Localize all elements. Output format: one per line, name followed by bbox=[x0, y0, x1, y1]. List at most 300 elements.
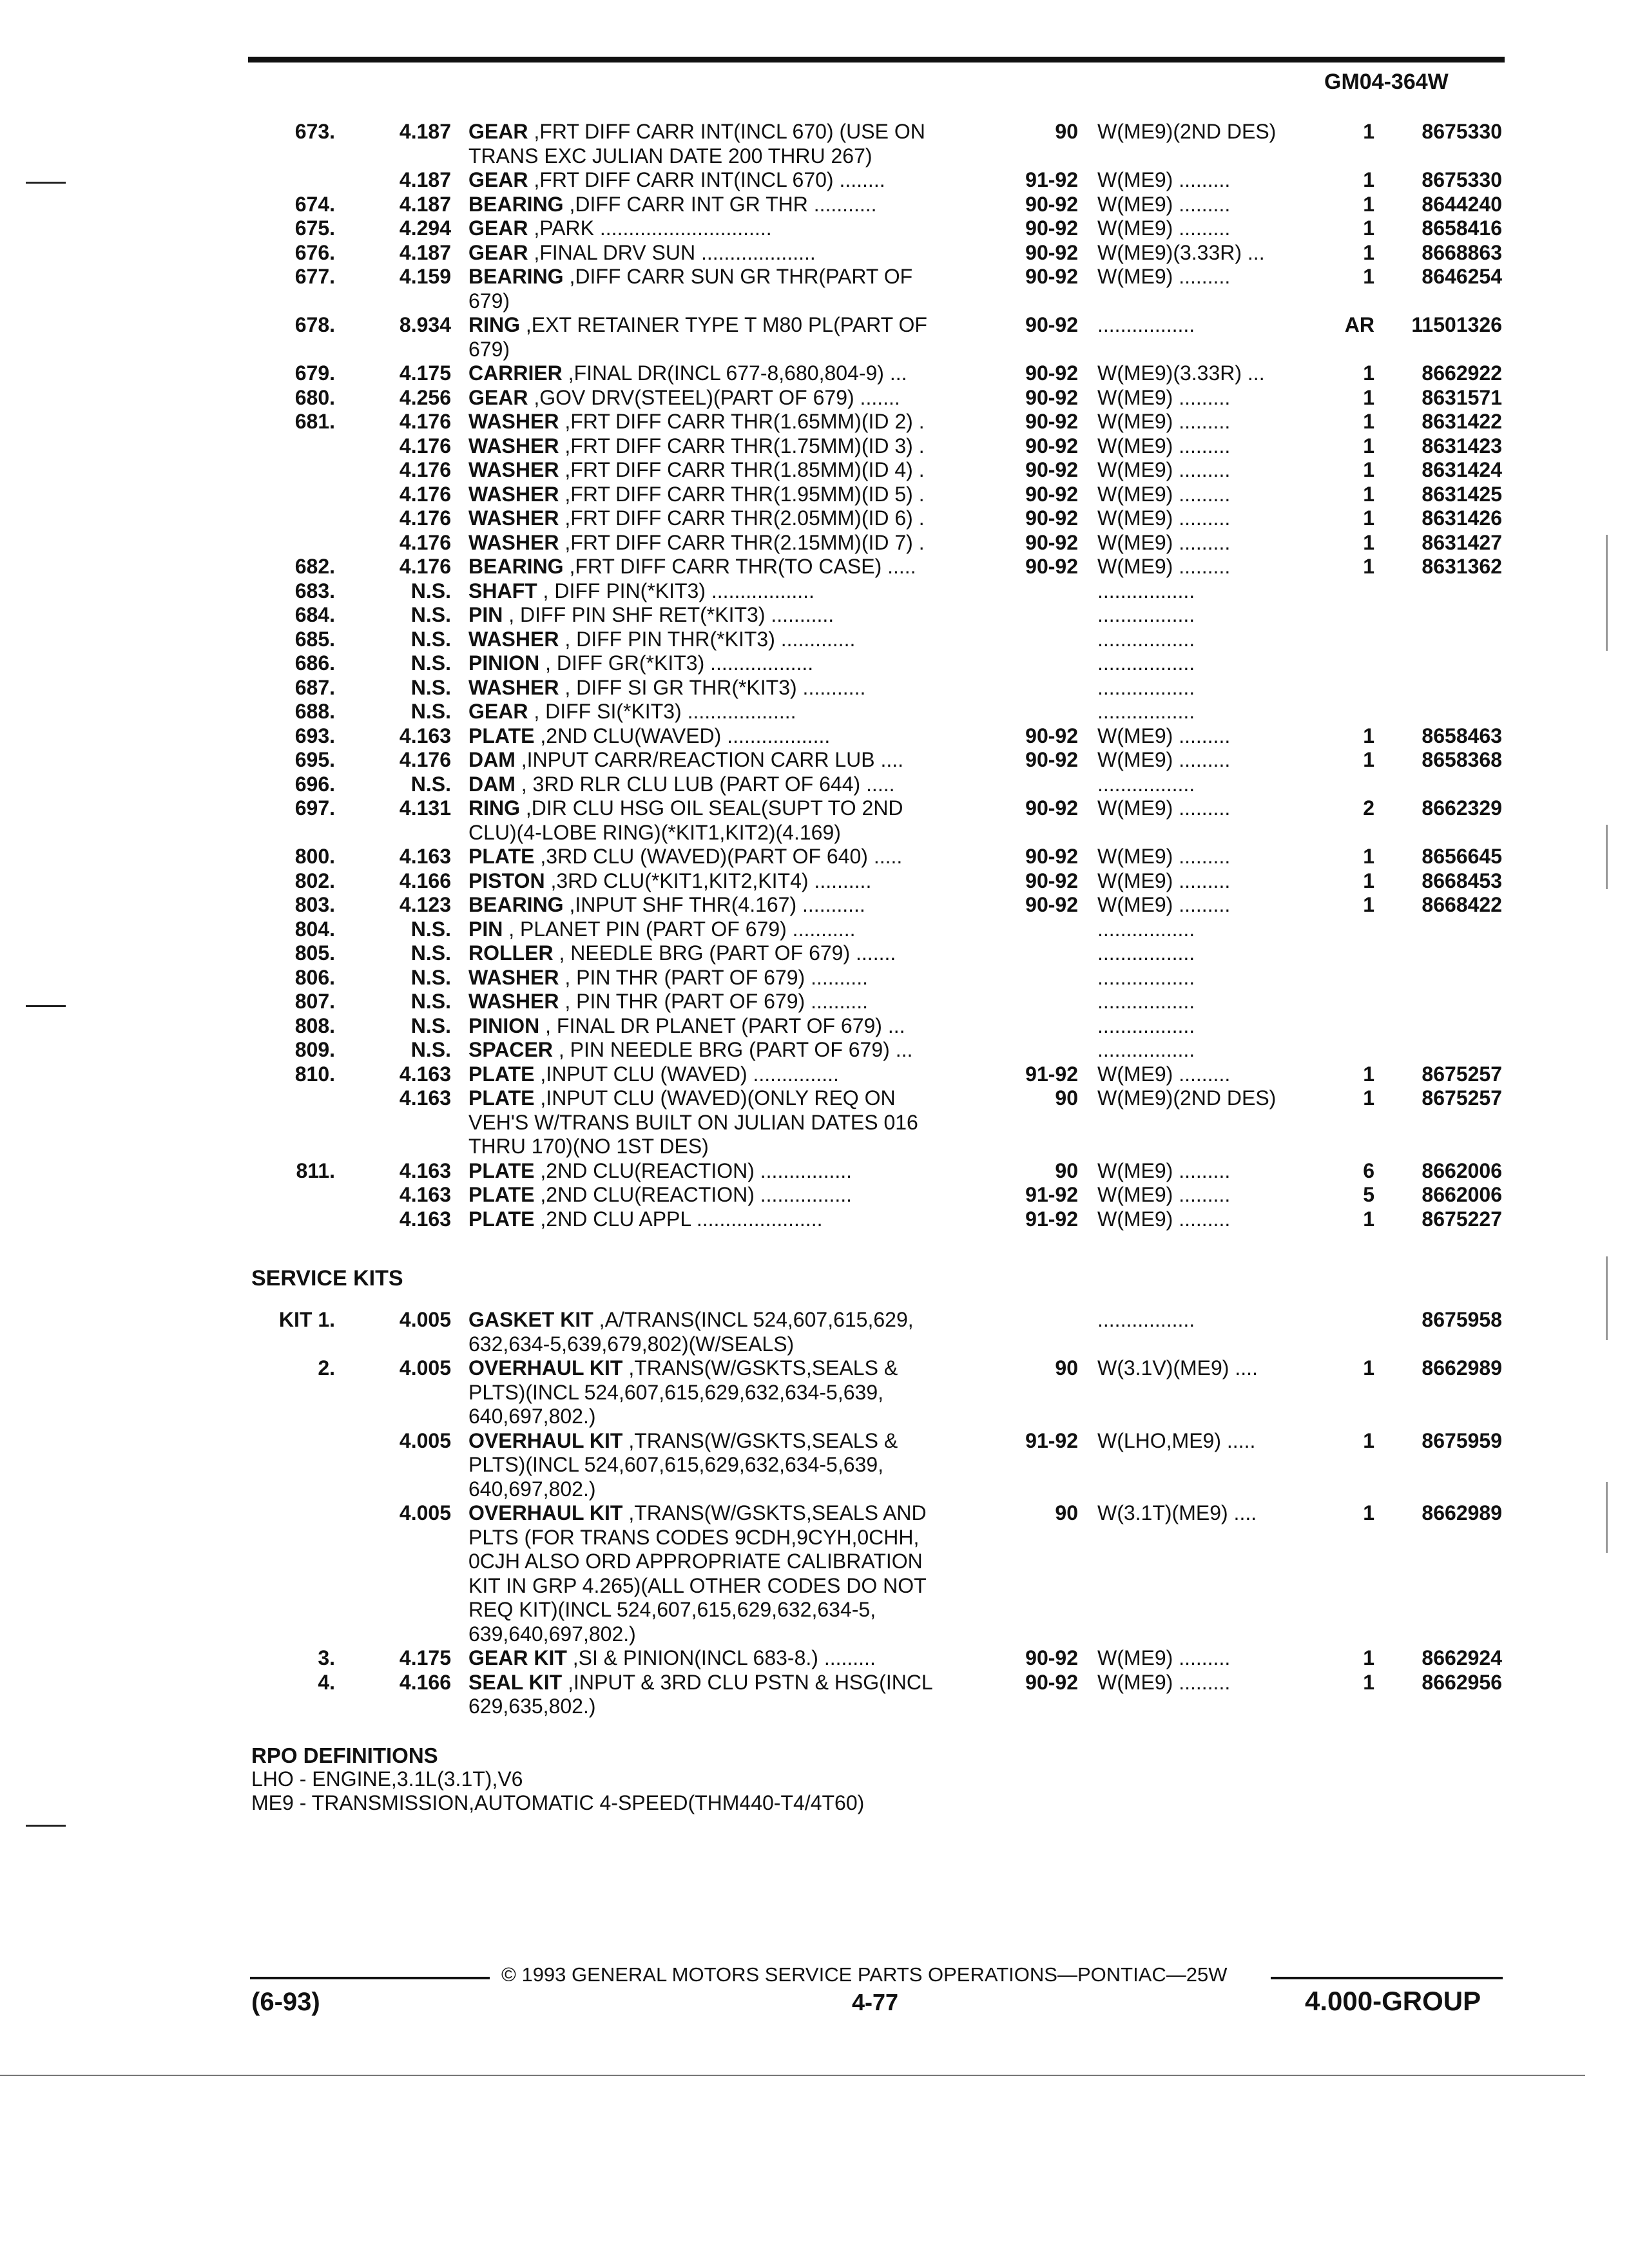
part-detail: ,FRT DIFF CARR THR(TO CASE) ..... bbox=[563, 555, 916, 578]
model-years: 90-92 bbox=[1025, 724, 1078, 747]
part-name: SHAFT bbox=[468, 579, 537, 602]
part-number: 8675227 bbox=[1422, 1207, 1502, 1231]
quantity: 1 bbox=[1363, 458, 1374, 481]
group-number: N.S. bbox=[410, 772, 451, 796]
ref-number: 805. bbox=[294, 941, 335, 965]
rpo-definition-me9: ME9 - TRANSMISSION,AUTOMATIC 4-SPEED(THM440-T4/4T60) bbox=[251, 1791, 865, 1814]
part-number: 8662924 bbox=[1422, 1646, 1502, 1669]
part-number: 8668863 bbox=[1422, 240, 1502, 264]
usage-code: ................. bbox=[1097, 965, 1195, 989]
part-name: GASKET KIT bbox=[468, 1308, 593, 1331]
usage-code: W(ME9) ......... bbox=[1097, 482, 1231, 506]
part-description bbox=[468, 1501, 1003, 1646]
quantity: 1 bbox=[1363, 748, 1374, 771]
usage-code: W(ME9) ......... bbox=[1097, 216, 1231, 240]
part-name: PISTON bbox=[468, 869, 545, 892]
part-row bbox=[0, 628, 1629, 652]
model-years: 90-92 bbox=[1025, 216, 1078, 240]
group-number: 4.176 bbox=[399, 434, 451, 457]
model-years: 90-92 bbox=[1025, 361, 1078, 385]
usage-code: W(ME9) ......... bbox=[1097, 1158, 1231, 1182]
usage-code: W(ME9) ......... bbox=[1097, 555, 1231, 578]
part-row bbox=[0, 361, 1629, 386]
part-detail: ,FINAL DRV SUN .................... bbox=[528, 240, 816, 264]
part-name: SEAL KIT bbox=[468, 1670, 563, 1694]
usage-code: W(ME9) ......... bbox=[1097, 265, 1231, 288]
part-name: RING bbox=[468, 796, 520, 820]
group-number: 4.005 bbox=[399, 1308, 451, 1331]
part-description bbox=[468, 748, 1003, 773]
revision-date: (6-93) bbox=[251, 1988, 320, 2016]
group-number: 4.166 bbox=[399, 1670, 451, 1694]
part-row bbox=[0, 676, 1629, 700]
part-description bbox=[468, 1646, 1003, 1671]
part-number: 8658368 bbox=[1422, 748, 1502, 771]
scan-bottom-line bbox=[0, 2075, 1585, 2076]
usage-code: W(ME9) ......... bbox=[1097, 385, 1231, 409]
part-number: 8658463 bbox=[1422, 724, 1502, 747]
part-number: 8658416 bbox=[1422, 216, 1502, 240]
group-number: 8.934 bbox=[399, 313, 451, 336]
part-name: WASHER bbox=[468, 530, 559, 554]
part-description bbox=[468, 361, 1003, 386]
ref-number: 676. bbox=[294, 240, 335, 264]
part-detail: , DIFF PIN SHF RET(*KIT3) ........... bbox=[503, 603, 834, 626]
part-row bbox=[0, 216, 1629, 241]
part-description bbox=[468, 168, 1003, 193]
quantity: 1 bbox=[1363, 1356, 1374, 1379]
usage-code: W(ME9) ......... bbox=[1097, 1183, 1231, 1206]
part-description bbox=[468, 1308, 1003, 1356]
part-row bbox=[0, 845, 1629, 869]
part-row bbox=[0, 1308, 1629, 1356]
group-number: 4.005 bbox=[399, 1428, 451, 1452]
group-number: N.S. bbox=[410, 651, 451, 675]
ref-number: 683. bbox=[294, 579, 335, 602]
model-years: 91-92 bbox=[1025, 168, 1078, 191]
part-name: SPACER bbox=[468, 1038, 553, 1061]
ref-number: 806. bbox=[294, 965, 335, 989]
usage-code: W(ME9) ......... bbox=[1097, 724, 1231, 747]
part-row bbox=[0, 1183, 1629, 1207]
part-detail: ,DIFF CARR SUN GR THR(PART OF 679) bbox=[468, 265, 913, 312]
part-row bbox=[0, 966, 1629, 990]
group-number: N.S. bbox=[410, 603, 451, 626]
part-description bbox=[468, 1159, 1003, 1184]
ref-number: 678. bbox=[294, 313, 335, 336]
model-years: 90-92 bbox=[1025, 265, 1078, 288]
ref-number: 804. bbox=[294, 917, 335, 941]
model-years: 90-92 bbox=[1025, 1670, 1078, 1694]
part-name: BEARING bbox=[468, 893, 564, 916]
part-number: 8631424 bbox=[1422, 458, 1502, 481]
group-number: 4.187 bbox=[399, 240, 451, 264]
part-number: 8675330 bbox=[1422, 120, 1502, 143]
usage-code: W(ME9)(3.33R) ... bbox=[1097, 361, 1265, 385]
part-detail: , DIFF PIN THR(*KIT3) ............. bbox=[559, 627, 856, 651]
part-row bbox=[0, 1646, 1629, 1671]
part-description bbox=[468, 1062, 1003, 1087]
part-name: PLATE bbox=[468, 1207, 535, 1231]
part-name: WASHER bbox=[468, 410, 559, 433]
part-name: PLATE bbox=[468, 1158, 535, 1182]
part-number: 8631362 bbox=[1422, 555, 1502, 578]
usage-code: W(ME9) ......... bbox=[1097, 168, 1231, 191]
part-description bbox=[468, 410, 1003, 434]
hole-punch-mark-2 bbox=[26, 1005, 66, 1007]
group-number: 4.005 bbox=[399, 1501, 451, 1524]
rpo-definition-lho: LHO - ENGINE,3.1L(3.1T),V6 bbox=[251, 1767, 523, 1791]
part-description bbox=[468, 216, 1003, 241]
part-number: 8631426 bbox=[1422, 506, 1502, 530]
part-description bbox=[468, 386, 1003, 410]
group-number: N.S. bbox=[410, 1014, 451, 1037]
quantity: 1 bbox=[1363, 724, 1374, 747]
part-description bbox=[468, 845, 1003, 869]
usage-code: W(ME9) ......... bbox=[1097, 530, 1231, 554]
part-row bbox=[0, 651, 1629, 676]
model-years: 90-92 bbox=[1025, 506, 1078, 530]
usage-code: ................. bbox=[1097, 990, 1195, 1013]
copyright-text: © 1993 GENERAL MOTORS SERVICE PARTS OPERATIONS—PONTIAC—25W bbox=[501, 1963, 1228, 1986]
quantity: 1 bbox=[1363, 893, 1374, 916]
part-detail: , FINAL DR PLANET (PART OF 679) ... bbox=[539, 1014, 905, 1037]
part-name: GEAR bbox=[468, 240, 528, 264]
usage-code: W(ME9) ......... bbox=[1097, 845, 1231, 868]
catalog-code: GM04-364W bbox=[1324, 70, 1449, 94]
quantity: 1 bbox=[1363, 216, 1374, 240]
group-number: 4.123 bbox=[399, 893, 451, 916]
quantity: 1 bbox=[1363, 1501, 1374, 1524]
part-detail: ,FRT DIFF CARR THR(1.75MM)(ID 3) . bbox=[559, 434, 925, 457]
model-years: 91-92 bbox=[1025, 1428, 1078, 1452]
part-description bbox=[468, 1671, 1003, 1719]
part-name: WASHER bbox=[468, 990, 559, 1013]
part-row bbox=[0, 1062, 1629, 1087]
part-name: PIN bbox=[468, 917, 503, 941]
group-number: 4.176 bbox=[399, 555, 451, 578]
ref-number: 808. bbox=[294, 1014, 335, 1037]
model-years: 90-92 bbox=[1025, 192, 1078, 216]
usage-code: W(ME9) ......... bbox=[1097, 748, 1231, 771]
part-number: 8631422 bbox=[1422, 410, 1502, 433]
model-years: 90-92 bbox=[1025, 385, 1078, 409]
part-row bbox=[0, 506, 1629, 531]
group-number: 4.163 bbox=[399, 1158, 451, 1182]
quantity: 1 bbox=[1363, 1646, 1374, 1669]
part-detail: , PIN THR (PART OF 679) .......... bbox=[559, 990, 868, 1013]
group-number: 4.187 bbox=[399, 120, 451, 143]
group-number: 4.176 bbox=[399, 748, 451, 771]
usage-code: W(ME9) ......... bbox=[1097, 869, 1231, 892]
part-detail: ,3RD CLU(*KIT1,KIT2,KIT4) .......... bbox=[545, 869, 872, 892]
part-name: RING bbox=[468, 313, 520, 336]
quantity: 1 bbox=[1363, 410, 1374, 433]
usage-code: W(3.1V)(ME9) .... bbox=[1097, 1356, 1258, 1379]
part-description bbox=[468, 773, 1003, 797]
quantity: 6 bbox=[1363, 1158, 1374, 1182]
part-row bbox=[0, 941, 1629, 966]
part-detail: ,A/TRANS(INCL 524,607,615,629, 632,634-5,639,679,802)(W/SEALS) bbox=[468, 1308, 914, 1356]
part-detail: ,INPUT CARR/REACTION CARR LUB .... bbox=[515, 748, 904, 771]
part-name: BEARING bbox=[468, 265, 564, 288]
part-description bbox=[468, 676, 1003, 700]
ref-number: 802. bbox=[294, 869, 335, 892]
usage-code: W(ME9) ......... bbox=[1097, 410, 1231, 433]
ref-number: 696. bbox=[294, 772, 335, 796]
part-name: WASHER bbox=[468, 458, 559, 481]
ref-number: 681. bbox=[294, 410, 335, 433]
scan-edge-mark bbox=[1606, 825, 1608, 889]
part-description bbox=[468, 506, 1003, 531]
usage-code: ................. bbox=[1097, 603, 1195, 626]
part-detail: ,FRT DIFF CARR THR(1.85MM)(ID 4) . bbox=[559, 458, 925, 481]
part-detail: ,GOV DRV(STEEL)(PART OF 679) ....... bbox=[528, 385, 900, 409]
top-rule bbox=[248, 57, 1505, 62]
usage-code: ................. bbox=[1097, 627, 1195, 651]
ref-number: 3. bbox=[318, 1646, 335, 1669]
part-name: DAM bbox=[468, 748, 516, 771]
part-row bbox=[0, 724, 1629, 749]
group-number: 4.187 bbox=[399, 168, 451, 191]
group-number: 4.176 bbox=[399, 410, 451, 433]
part-detail: ,INPUT & 3RD CLU PSTN & HSG(INCL 629,635,802.) bbox=[468, 1670, 933, 1718]
scan-edge-mark bbox=[1606, 1482, 1608, 1553]
part-description bbox=[468, 1207, 1003, 1232]
part-name: GEAR KIT bbox=[468, 1646, 567, 1669]
part-row bbox=[0, 893, 1629, 918]
part-name: PLATE bbox=[468, 1062, 535, 1086]
usage-code: W(ME9) ......... bbox=[1097, 506, 1231, 530]
ref-number: 677. bbox=[294, 265, 335, 288]
part-detail: ,DIFF CARR INT GR THR ........... bbox=[563, 192, 877, 216]
quantity: 1 bbox=[1363, 1428, 1374, 1452]
part-detail: ,FRT DIFF CARR THR(2.05MM)(ID 6) . bbox=[559, 506, 925, 530]
group-number: 4.163 bbox=[399, 1086, 451, 1110]
quantity: 1 bbox=[1363, 361, 1374, 385]
part-description bbox=[468, 990, 1003, 1014]
page-number: 4-77 bbox=[852, 1989, 899, 2015]
part-row bbox=[0, 434, 1629, 459]
usage-code: W(ME9)(2ND DES) bbox=[1097, 120, 1277, 143]
group-number: N.S. bbox=[410, 990, 451, 1013]
usage-code: W(LHO,ME9) ..... bbox=[1097, 1428, 1256, 1452]
part-detail: ,2ND CLU(WAVED) .................. bbox=[534, 724, 831, 747]
parts-list bbox=[0, 120, 1629, 1231]
part-detail: ,FRT DIFF CARR THR(2.15MM)(ID 7) . bbox=[559, 530, 925, 554]
part-detail: ,FINAL DR(INCL 677-8,680,804-9) ... bbox=[562, 361, 907, 385]
part-row bbox=[0, 1159, 1629, 1184]
part-detail: , DIFF GR(*KIT3) .................. bbox=[539, 651, 814, 675]
part-name: GEAR bbox=[468, 700, 528, 723]
part-detail: ,2ND CLU APPL ...................... bbox=[534, 1207, 823, 1231]
usage-code: W(ME9) ......... bbox=[1097, 796, 1231, 820]
ref-number: 4. bbox=[318, 1670, 335, 1694]
part-row bbox=[0, 1671, 1629, 1719]
part-detail: ,TRANS(W/GSKTS,SEALS AND PLTS (FOR TRANS CODES 9CDH,9CYH,0CHH, 0CJH ALSO ORD APPROPRIATE CALIBRATION KIT IN GRP 4.265)(ALL OTHER CODES DO NOT REQ KIT)(INCL 524,607,615,629,632,634-5, 639,640,697,802.) bbox=[468, 1501, 927, 1646]
usage-code: ................. bbox=[1097, 700, 1195, 723]
part-row bbox=[0, 773, 1629, 797]
ref-number: 811. bbox=[296, 1158, 335, 1182]
ref-number: 673. bbox=[294, 120, 335, 143]
part-description bbox=[468, 893, 1003, 918]
part-description bbox=[468, 628, 1003, 652]
part-detail: ,DIR CLU HSG OIL SEAL(SUPT TO 2ND CLU)(4-LOBE RING)(*KIT1,KIT2)(4.169) bbox=[468, 796, 903, 844]
group-number: 4.166 bbox=[399, 869, 451, 892]
ref-number: 693. bbox=[294, 724, 335, 747]
part-description bbox=[468, 1086, 1003, 1159]
group-number: N.S. bbox=[410, 1038, 451, 1061]
part-detail: , PIN THR (PART OF 679) .......... bbox=[559, 965, 868, 989]
quantity: 1 bbox=[1363, 845, 1374, 868]
ref-number: 810. bbox=[294, 1062, 335, 1086]
model-years: 90-92 bbox=[1025, 893, 1078, 916]
usage-code: ................. bbox=[1097, 651, 1195, 675]
usage-code: ................. bbox=[1097, 941, 1195, 965]
part-number: 8631427 bbox=[1422, 530, 1502, 554]
ref-number: 688. bbox=[294, 700, 335, 723]
hole-punch-mark-1 bbox=[26, 182, 66, 184]
quantity: 1 bbox=[1363, 434, 1374, 457]
part-name: PINION bbox=[468, 651, 540, 675]
service-kits-list bbox=[0, 1308, 1629, 1719]
part-detail: ,PARK .............................. bbox=[528, 216, 772, 240]
quantity: 1 bbox=[1363, 385, 1374, 409]
part-name: PLATE bbox=[468, 724, 535, 747]
model-years: 90 bbox=[1055, 1501, 1078, 1524]
ref-number: 682. bbox=[294, 555, 335, 578]
ref-number: 809. bbox=[294, 1038, 335, 1061]
model-years: 90-92 bbox=[1025, 458, 1078, 481]
part-row bbox=[0, 748, 1629, 773]
part-number: 8662989 bbox=[1422, 1356, 1502, 1379]
group-number: 4.159 bbox=[399, 265, 451, 288]
model-years: 90-92 bbox=[1025, 555, 1078, 578]
part-row bbox=[0, 410, 1629, 434]
part-description bbox=[468, 966, 1003, 990]
model-years: 90-92 bbox=[1025, 240, 1078, 264]
ref-number: 687. bbox=[294, 675, 335, 699]
group-number: 4.163 bbox=[399, 1207, 451, 1231]
ref-number: 680. bbox=[294, 385, 335, 409]
quantity: 1 bbox=[1363, 1207, 1374, 1231]
model-years: 90-92 bbox=[1025, 434, 1078, 457]
ref-number: 695. bbox=[294, 748, 335, 771]
quantity: 1 bbox=[1363, 1062, 1374, 1086]
part-row bbox=[0, 1501, 1629, 1646]
group-number: N.S. bbox=[410, 941, 451, 965]
part-row bbox=[0, 700, 1629, 724]
part-number: 11501326 bbox=[1411, 313, 1502, 336]
part-description bbox=[468, 531, 1003, 555]
part-row bbox=[0, 1429, 1629, 1502]
part-row bbox=[0, 1086, 1629, 1159]
part-name: OVERHAUL KIT bbox=[468, 1428, 623, 1452]
part-detail: , 3RD RLR CLU LUB (PART OF 644) ..... bbox=[515, 772, 895, 796]
part-row bbox=[0, 386, 1629, 410]
usage-code: ................. bbox=[1097, 579, 1195, 602]
part-row bbox=[0, 313, 1629, 361]
part-number: 8675257 bbox=[1422, 1086, 1502, 1110]
group-number: 4.175 bbox=[399, 361, 451, 385]
group-number: 4.131 bbox=[399, 796, 451, 820]
usage-code: W(ME9)(2ND DES) bbox=[1097, 1086, 1277, 1110]
quantity: 1 bbox=[1363, 240, 1374, 264]
hole-punch-mark-3 bbox=[26, 1825, 66, 1827]
part-name: GEAR bbox=[468, 168, 528, 191]
part-description bbox=[468, 313, 1003, 361]
quantity: 1 bbox=[1363, 555, 1374, 578]
part-description bbox=[468, 241, 1003, 265]
group-number: 4.176 bbox=[399, 482, 451, 506]
part-detail: ,FRT DIFF CARR INT(INCL 670) (USE ON TRANS EXC JULIAN DATE 200 THRU 267) bbox=[468, 120, 925, 168]
ref-number: 697. bbox=[294, 796, 335, 820]
usage-code: ................. bbox=[1097, 313, 1195, 336]
part-name: PLATE bbox=[468, 1183, 535, 1206]
part-name: CARRIER bbox=[468, 361, 563, 385]
quantity: 2 bbox=[1363, 796, 1374, 820]
part-row bbox=[0, 1038, 1629, 1062]
part-detail: ,INPUT SHF THR(4.167) ........... bbox=[563, 893, 865, 916]
model-years: 90-92 bbox=[1025, 845, 1078, 868]
model-years: 90-92 bbox=[1025, 1646, 1078, 1669]
part-number: 8644240 bbox=[1422, 192, 1502, 216]
part-number: 8675330 bbox=[1422, 168, 1502, 191]
part-name: ROLLER bbox=[468, 941, 554, 965]
group-number: 4.176 bbox=[399, 458, 451, 481]
quantity: 1 bbox=[1363, 1086, 1374, 1110]
part-description bbox=[468, 579, 1003, 604]
part-detail: ,TRANS(W/GSKTS,SEALS & PLTS)(INCL 524,607,615,629,632,634-5,639, 640,697,802.) bbox=[468, 1428, 898, 1501]
part-detail: ,2ND CLU(REACTION) ................ bbox=[534, 1158, 853, 1182]
part-number: 8675257 bbox=[1422, 1062, 1502, 1086]
part-name: WASHER bbox=[468, 675, 559, 699]
part-name: PIN bbox=[468, 603, 503, 626]
model-years: 90-92 bbox=[1025, 796, 1078, 820]
part-row bbox=[0, 990, 1629, 1014]
part-description bbox=[468, 603, 1003, 628]
part-number: 8646254 bbox=[1422, 265, 1502, 288]
group-number: 4.163 bbox=[399, 1062, 451, 1086]
usage-code: W(ME9) ......... bbox=[1097, 192, 1231, 216]
model-years: 90-92 bbox=[1025, 313, 1078, 336]
part-detail: , PIN NEEDLE BRG (PART OF 679) ... bbox=[552, 1038, 913, 1061]
group-number: 4.256 bbox=[399, 385, 451, 409]
ref-number: 685. bbox=[294, 627, 335, 651]
group-number: N.S. bbox=[410, 917, 451, 941]
part-row bbox=[0, 1014, 1629, 1039]
part-detail: ,FRT DIFF CARR INT(INCL 670) ........ bbox=[528, 168, 885, 191]
part-name: OVERHAUL KIT bbox=[468, 1356, 623, 1379]
usage-code: W(ME9)(3.33R) ... bbox=[1097, 240, 1265, 264]
part-detail: ,3RD CLU (WAVED)(PART OF 640) ..... bbox=[534, 845, 903, 868]
group-number: 4.294 bbox=[399, 216, 451, 240]
model-years: 90-92 bbox=[1025, 410, 1078, 433]
part-description bbox=[468, 265, 1003, 313]
part-description bbox=[468, 700, 1003, 724]
group-number: 4.163 bbox=[399, 1183, 451, 1206]
part-name: PLATE bbox=[468, 1086, 535, 1110]
footer-rule-right bbox=[1271, 1977, 1503, 1979]
part-name: BEARING bbox=[468, 555, 564, 578]
part-detail: ,TRANS(W/GSKTS,SEALS & PLTS)(INCL 524,607,615,629,632,634-5,639, 640,697,802.) bbox=[468, 1356, 898, 1428]
part-detail: ,INPUT CLU (WAVED)(ONLY REQ ON VEH'S W/TRANS BUILT ON JULIAN DATES 016 THRU 170)(NO 1ST DES) bbox=[468, 1086, 918, 1158]
part-name: PINION bbox=[468, 1014, 540, 1037]
part-detail: ,SI & PINION(INCL 683-8.) ......... bbox=[566, 1646, 876, 1669]
part-description bbox=[468, 869, 1003, 894]
part-detail: , DIFF SI GR THR(*KIT3) ........... bbox=[559, 675, 866, 699]
part-description bbox=[468, 796, 1003, 845]
